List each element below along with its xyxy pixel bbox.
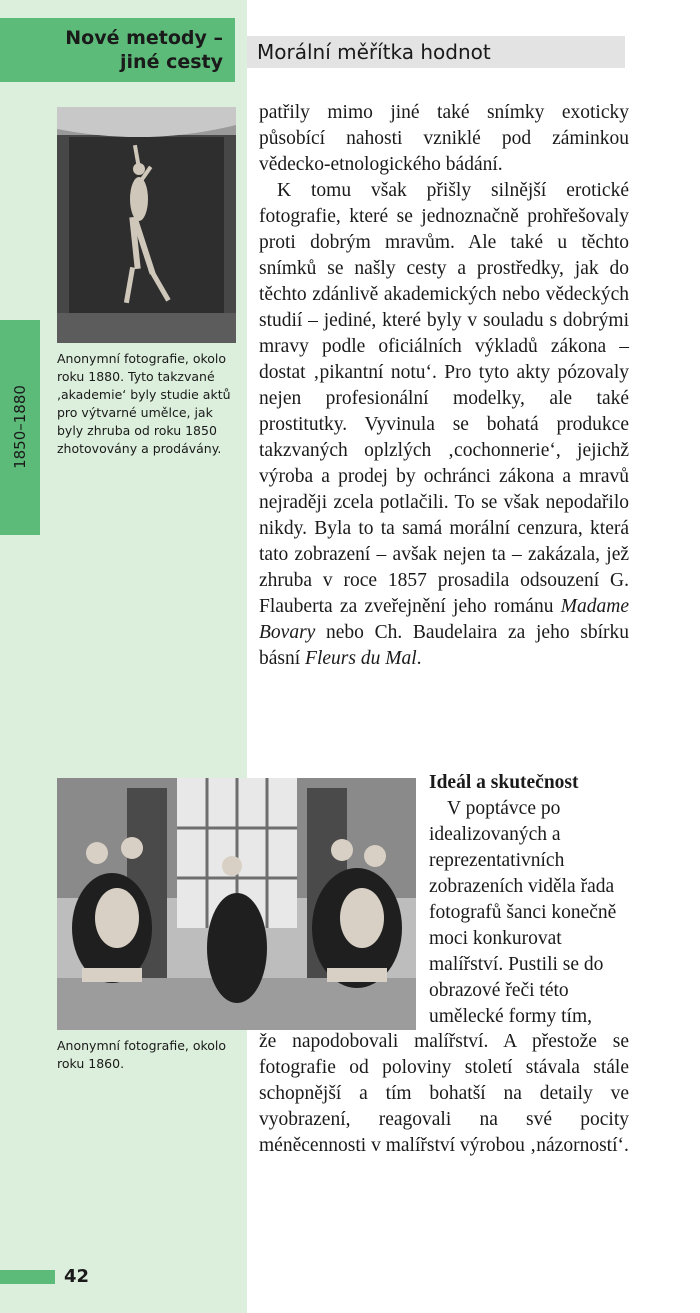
paragraph-1: patřily mimo jiné také snímky exoticky působící nahosti vzniklé pod záminkou vědecko-etnologického bádání. xyxy=(259,102,629,175)
book-title-madame-bovary: Madame Bovary xyxy=(259,596,629,643)
section-ideal xyxy=(429,770,629,1030)
paragraph-2-main: K tomu však přišly silnější erotické fotografie, které se jednoznačně prohřešovaly proti dobrým mravům. Ale také u těchto snímků se našly cesty a prostředky, jak do těchto zdánlivě akademických nebo vědeckých studií – jediné, které byly v souladu s dobrými mravy podle oficiálních výkladů zákona – dostat ‚pikantní notu‘. Pro tyto akty pózovaly nejen profesionální modelky, ale také prostitutky. Vyvinula se bohatá produkce takzvaných oplzlých ‚cochonnerie‘, jejichž výroba a prodej by ochránci zákona a mravů nejraději zcela potlačili. To se však nepodařilo nikdy. Byla to ta samá morální cenzura, která tato zobrazení – avšak nejen ta – zakázala, jež zhruba v roce 1857 prosadila odsouzení G. Flauberta za zveřejnění jeho románu xyxy=(259,180,629,617)
book-title-fleurs-du-mal: Fleurs du Mal xyxy=(305,648,417,669)
page-number: 42 xyxy=(64,1266,90,1287)
paragraph-2 xyxy=(259,178,629,672)
photo-nude-study-caption: Anonymní fotografie, okolo roku 1880. Tyto takzvané ‚akademie‘ byly studie aktů pro výtvarné umělce, jak byly zhruba od roku 1850 zhotovovány a prodávány. xyxy=(57,351,231,456)
chapter-title-line1: Nové metody – xyxy=(65,27,223,49)
section-paragraph-rest: že napodobovali malířství. A přestože se fotografie od poloviny století stávala stále schopnější a tím bohatší na detaily ve vyobrazení, reagovali na své pocity méněcennosti v malířství výrobou ‚názorností‘. xyxy=(259,1031,629,1156)
main-text xyxy=(259,100,629,672)
photo-nude-study xyxy=(57,107,236,343)
section-paragraph-start: V poptávce po idealizovaných a reprezentativních zobrazeních viděla řada fotografů šanci konečně moci konkurovat malířství. Pustili se do obrazové řeči této umělecké formy tím, xyxy=(429,798,617,1027)
paragraph-2-end: . xyxy=(416,648,422,669)
era-label: 1850–1880 xyxy=(11,385,29,469)
paragraph-2-mid: nebo Ch. Baudelaira za jeho sbírku básní xyxy=(259,622,629,669)
section-header xyxy=(247,36,625,68)
chapter-title xyxy=(0,18,235,82)
section-header-title: Morální měřítka hodnot xyxy=(257,40,491,64)
section-heading: Ideál a skutečnost xyxy=(429,772,579,793)
photo-group-scene-caption: Anonymní fotografie, okolo roku 1860. xyxy=(57,1038,227,1071)
footer-bar xyxy=(0,1270,55,1284)
photo-group-scene xyxy=(57,778,416,1030)
chapter-title-line2: jiné cesty xyxy=(120,51,223,73)
